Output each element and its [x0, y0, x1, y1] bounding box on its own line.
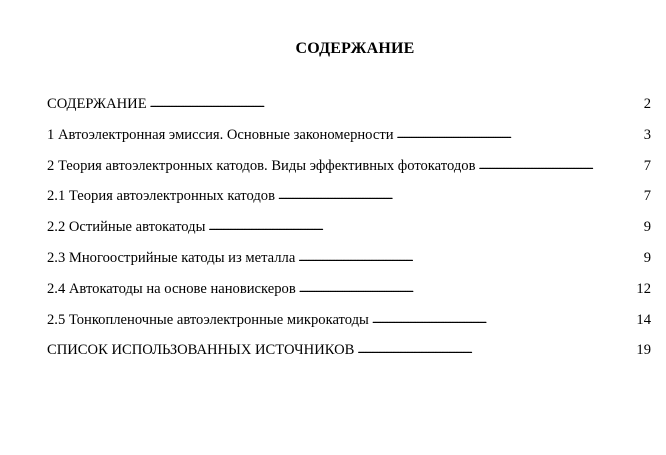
- toc-entry[interactable]: [47, 312, 651, 343]
- page-title: СОДЕРЖАНИЕ: [295, 40, 415, 57]
- toc-entry-label: СОДЕРЖАНИЕ: [47, 96, 147, 112]
- toc-entry-label: 2 Теория автоэлектронных катодов. Виды эффективных фотокатодов: [47, 157, 476, 174]
- toc-entry-label: 2.2 Остийные автокатоды: [47, 219, 206, 236]
- toc-entry-page: 3: [643, 126, 651, 143]
- toc-entry-page: 7: [643, 188, 651, 205]
- toc-entry-label: СПИСОК ИСПОЛЬЗОВАННЫХ ИСТОЧНИКОВ: [47, 342, 355, 359]
- dot-leader: [150, 98, 643, 110]
- dot-leader: [478, 160, 642, 172]
- table-of-contents: [47, 96, 651, 373]
- dot-leader: [299, 283, 636, 295]
- toc-entry-page: 7: [643, 157, 651, 174]
- toc-entry-label: 2.5 Тонкопленочные автоэлектронные микрокатоды: [47, 311, 369, 328]
- toc-entry-label: 1 Автоэлектронная эмиссия. Основные закономерности: [47, 126, 394, 143]
- dot-leader: [397, 129, 643, 141]
- toc-entry-page: 19: [636, 342, 651, 359]
- dot-leader: [298, 252, 642, 264]
- toc-entry-page: 12: [636, 280, 651, 297]
- toc-entry-page: 14: [636, 311, 651, 328]
- dot-leader: [372, 314, 636, 326]
- toc-entry[interactable]: [47, 250, 651, 281]
- toc-entry-label: 2.1 Теория автоэлектронных катодов: [47, 188, 275, 205]
- toc-entry[interactable]: [47, 219, 651, 250]
- toc-entry-label: 2.4 Автокатоды на основе нановискеров: [47, 280, 296, 297]
- dot-leader: [357, 344, 635, 356]
- toc-entry-page: 9: [643, 219, 651, 236]
- toc-entry[interactable]: [47, 158, 651, 189]
- dot-leader: [208, 221, 642, 233]
- toc-entry[interactable]: [47, 188, 651, 219]
- dot-leader: [278, 190, 643, 202]
- toc-entry[interactable]: [47, 127, 651, 158]
- toc-entry[interactable]: [47, 342, 651, 373]
- toc-entry[interactable]: [47, 281, 651, 312]
- toc-entry[interactable]: [47, 96, 651, 127]
- toc-entry-label: 2.3 Многоострийные катоды из металла: [47, 249, 296, 266]
- toc-entry-page: 9: [643, 249, 651, 266]
- toc-entry-page: 2: [643, 96, 651, 112]
